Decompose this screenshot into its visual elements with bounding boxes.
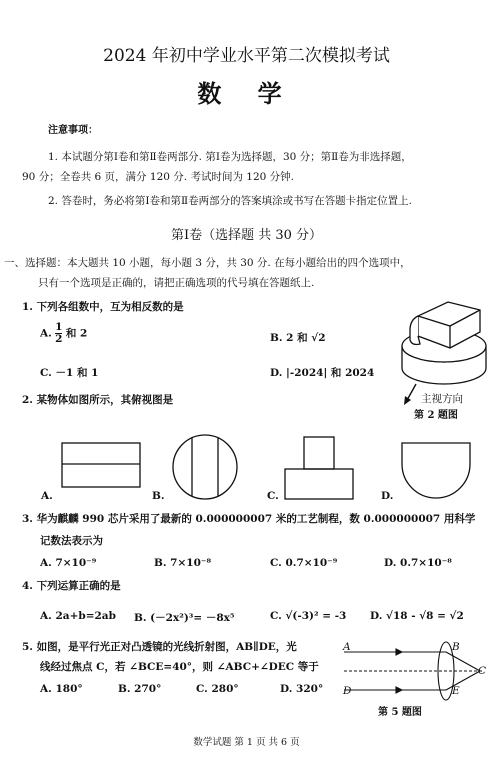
- q5-option-a: A. 180°: [40, 683, 83, 695]
- q2-stem: 2. 某物体如图所示，其俯视图是: [22, 394, 174, 406]
- q5-point-d: D: [343, 685, 352, 697]
- q1-option-a-numerator: 1: [55, 321, 63, 333]
- q4-stem: 4. 下列运算正确的是: [22, 580, 121, 592]
- q4-option-a: A. 2a+b=2ab: [40, 610, 116, 622]
- q2-option-b-figure: [172, 434, 238, 500]
- q1-option-a-tail: 和 2: [65, 327, 88, 340]
- q5-stem-line-2: 线经过焦点 C，若 ∠BCE=40°，则 ∠ABC+∠DEC 等于: [40, 661, 319, 673]
- q2-solid-figure: [396, 296, 486, 391]
- q5-point-c: C: [478, 665, 487, 677]
- q5-lens-figure: [342, 640, 492, 702]
- q5-point-e: E: [452, 685, 460, 697]
- q2-option-d-label: D.: [381, 490, 394, 502]
- page-footer: 数学试题 第 1 页 共 6 页: [193, 737, 300, 748]
- q2-figure-caption: 第 2 题图: [414, 410, 458, 421]
- q2-option-d-figure: [401, 442, 471, 502]
- q4-option-c: C. √(-3)² = -3: [270, 610, 347, 622]
- q2-option-c-label: C.: [267, 490, 279, 502]
- q1-option-d: D. |-2024| 和 2024: [270, 367, 375, 379]
- q1-option-a-fraction: [55, 322, 62, 345]
- q5-stem-line-1: 5. 如图，是平行光正对凸透镜的光线折射图，AB∥DE，光: [22, 641, 297, 653]
- q5-option-d: D. 320°: [280, 683, 324, 695]
- exam-title: 2024 年初中学业水平第二次模拟考试: [103, 46, 390, 66]
- q5-point-a: A: [343, 641, 351, 653]
- q3-option-b: B. 7×10⁻⁸: [154, 557, 212, 569]
- subject-title: 数 学: [197, 79, 296, 108]
- q5-option-c: C. 280°: [196, 683, 239, 695]
- q3-stem-line-2: 记数法表示为: [40, 535, 103, 547]
- q4-option-b: B. (－2x²)³= －8x⁵: [134, 612, 235, 624]
- q1-option-a-denominator: 2: [55, 333, 63, 345]
- q2-option-a-figure: [61, 442, 141, 488]
- notice-item-1-line-2: 90 分；全卷共 6 页，满分 120 分. 考试时间为 120 分钟.: [22, 171, 294, 183]
- q2-option-b-label: B.: [152, 490, 165, 502]
- q1-option-a: [40, 322, 87, 345]
- notice-heading: 注意事项：: [48, 125, 98, 136]
- view-direction-arrow-icon: [402, 382, 422, 406]
- q1-option-b: B. 2 和 √2: [270, 332, 326, 344]
- q3-option-a: A. 7×10⁻⁹: [40, 557, 97, 569]
- q1-option-c: C. －1 和 1: [40, 367, 99, 379]
- q3-stem-line-1: 3. 华为麒麟 990 芯片采用了最新的 0.000000007 米的工艺制程，数 0.000000007 用科学: [22, 513, 476, 525]
- q3-option-d: D. 0.7×10⁻⁸: [384, 557, 452, 569]
- section-intro-line-1: 一、选择题：本大题共 10 小题，每小题 3 分，共 30 分. 在每小题给出的四个选项中，: [4, 257, 411, 269]
- notice-item-2: 2. 答卷时，务必将第Ⅰ卷和第Ⅱ卷两部分的答案填涂或书写在答题卡指定位置上.: [48, 195, 412, 207]
- q4-option-d: D. √18 - √8 = √2: [370, 610, 464, 622]
- q5-figure-caption: 第 5 题图: [378, 707, 422, 718]
- section-title: 第Ⅰ卷（选择题 共 30 分）: [170, 228, 323, 243]
- q1-stem: 1. 下列各组数中，互为相反数的是: [22, 301, 184, 313]
- section-intro-line-2: 只有一个选项是正确的，请把正确选项的代号填在答题纸上.: [38, 277, 315, 289]
- q2-option-c-figure: [284, 436, 354, 500]
- notice-item-1-line-1: 1. 本试题分第Ⅰ卷和第Ⅱ卷两部分. 第Ⅰ卷为选择题，30 分；第Ⅱ卷为非选择题，: [48, 151, 412, 163]
- q5-point-b: B: [452, 641, 460, 653]
- q3-option-c: C. 0.7×10⁻⁹: [270, 557, 338, 569]
- q5-option-b: B. 270°: [118, 683, 162, 695]
- q1-option-a-label: A.: [40, 327, 52, 340]
- q2-view-direction-label: 主视方向: [421, 393, 463, 405]
- q2-option-a-label: A.: [41, 490, 53, 502]
